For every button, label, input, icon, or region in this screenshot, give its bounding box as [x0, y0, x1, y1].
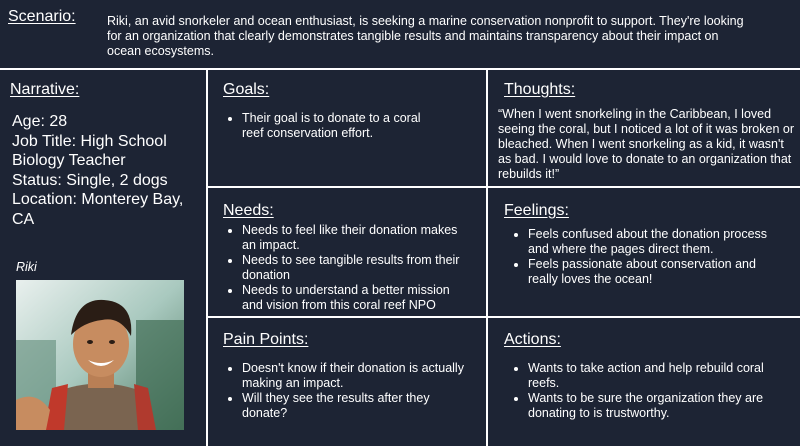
scenario-text: Riki, an avid snorkeler and ocean enthusiast, is seeking a marine conservation nonprofit to support. They're looking for an organization that clearly demonstrates tangible results and maintains transparency about their impact on ocean ecosystems. [107, 14, 744, 58]
persona-job-title: Job Title: High School Biology Teacher [12, 132, 167, 169]
pain-points-heading: Pain Points: [223, 331, 309, 348]
list-item: • Feels confused about the donation process and where the pages direct them. [528, 227, 768, 257]
list-item: • Needs to see tangible results from their donation [242, 253, 472, 283]
needs-heading: Needs: [223, 202, 274, 219]
list-item: • Their goal is to donate to a coral reef conservation effort. [242, 111, 442, 141]
persona-photo [16, 280, 184, 430]
narrative-panel [0, 70, 206, 446]
list-item: • Wants to take action and help rebuild coral reefs. [528, 361, 780, 391]
goals-list [224, 111, 442, 141]
persona-details [12, 112, 197, 229]
actions-heading: Actions: [504, 331, 561, 348]
feelings-panel [488, 188, 800, 316]
needs-panel [208, 188, 486, 316]
narrative-heading: Narrative: [10, 81, 80, 98]
feelings-list [510, 227, 768, 287]
pain-points-panel [208, 318, 486, 446]
persona-status: Status: Single, 2 dogs [12, 171, 168, 189]
scenario-heading: Scenario: [8, 8, 76, 25]
goals-panel [208, 70, 486, 186]
goals-heading: Goals: [223, 81, 270, 98]
persona-location: Location: Monterey Bay, CA [12, 191, 184, 228]
list-item: • Feels passionate about conservation and really loves the ocean! [528, 257, 768, 287]
list-item: • Wants to be sure the organization they are donating to is trustworthy. [528, 391, 780, 421]
list-item: • Doesn't know if their donation is actually making an impact. [242, 361, 467, 391]
persona-age: Age: 28 [12, 113, 68, 130]
actions-panel [488, 318, 800, 446]
feelings-heading: Feelings: [504, 202, 569, 219]
list-item: • Needs to feel like their donation makes an impact. [242, 223, 472, 253]
thoughts-panel [488, 70, 800, 186]
pain-points-list [224, 361, 467, 421]
scenario-panel [0, 0, 800, 68]
photo-caption: Riki [16, 260, 37, 274]
list-item: • Will they see the results after they donate? [242, 391, 467, 421]
thoughts-heading: Thoughts: [504, 81, 576, 98]
list-item: • Needs to understand a better mission and vision from this coral reef NPO [242, 283, 472, 313]
thoughts-quote: “When I went snorkeling in the Caribbean, I loved seeing the coral, but I noticed a lot of it was broken or bleached. When I went snorkeling as a kid, it wasn't as bad. I would love to donate to an organization that rebuilds it!” [498, 107, 795, 181]
actions-list [510, 361, 780, 421]
needs-list [224, 223, 472, 313]
